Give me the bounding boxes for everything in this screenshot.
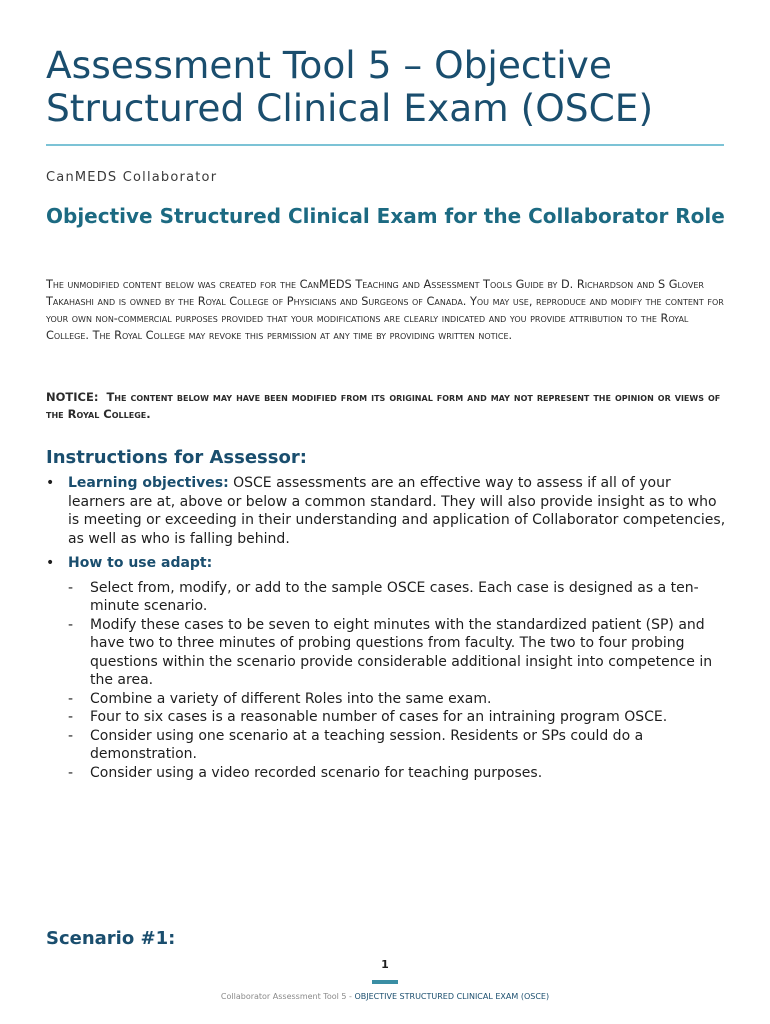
sub-list-item-text: Consider using a video recorded scenario for teaching purposes. (90, 764, 543, 781)
sub-list-item-text: Four to six cases is a reasonable number of cases for an intraining program OSCE. (90, 709, 668, 725)
footer-doc-title: OBJECTIVE STRUCTURED CLINICAL EXAM (OSCE) (354, 992, 550, 1001)
sub-list-item (46, 764, 726, 783)
sub-list-item (46, 616, 726, 690)
sub-list-item-text: Combine a variety of different Roles into the same exam. (90, 690, 492, 707)
footer-doc-name: Collaborator Assessment Tool 5 - (220, 992, 355, 1001)
page-number-bar (372, 980, 398, 984)
document-title: Assessment Tool 5 – Objective Structured Clinical Exam (OSCE) (46, 43, 654, 130)
list-item-learning-objectives (46, 474, 726, 548)
bullet-icon: • (46, 475, 55, 491)
instructions-list (46, 474, 726, 782)
dash-icon: - (68, 579, 74, 596)
notice-text: The content below may have been modified from its original form and may not represent the opinion or views of the Royal College. (46, 390, 721, 421)
sub-list-item (46, 579, 726, 616)
copyright-notice: The unmodified content below was created for the CanMEDS Teaching and Assessment Tools Guide by D. Richardson and S Glover Takahashi and is owned by the Royal College of Physicians and Surgeons of Canada. You may use, reproduce and modify the content for your own non-commercial purposes provided that your modifications are clearly indicated and you provide attribution to the Royal College. The Royal College may revoke this permission at any time by providing written notice. (46, 278, 724, 342)
page-number: 1 (381, 958, 389, 971)
sub-list-item (46, 690, 726, 709)
list-item-how-to-use (46, 554, 726, 573)
how-to-use-label: How to use adapt: (68, 555, 213, 571)
title-underline (46, 144, 724, 146)
scenario-heading: Scenario #1: (46, 928, 176, 949)
sub-list-item-text: Consider using one scenario at a teaching session. Residents or SPs could do a demonstration. (90, 727, 644, 762)
modification-notice (46, 389, 726, 423)
sub-list-item (46, 727, 726, 764)
sub-list-item-text: Modify these cases to be seven to eight minutes with the standardized patient (SP) and have two to three minutes of probing questions from faculty. The two to four probing questions within the scenario provide considerable additional insight into competence in the area. (90, 616, 713, 688)
notice-label: NOTICE: (46, 390, 99, 404)
learning-objectives-text: OSCE assessments are an effective way to assess if all of your learners are at, above or below a common standard. They will also provide insight as to who is meeting or exceeding in their understanding and application of Collaborator competencies, as well as who is falling behind. (68, 475, 726, 547)
page-footer (0, 992, 770, 1001)
sub-list-item-text: Select from, modify, or add to the sample OSCE cases. Each case is designed as a ten-minute scenario. (90, 579, 699, 614)
dash-icon: - (68, 764, 74, 781)
bullet-icon: • (46, 555, 55, 571)
learning-objectives-label: Learning objectives: (68, 475, 229, 491)
instructions-heading: Instructions for Assessor: (46, 447, 307, 468)
dash-icon: - (68, 727, 74, 744)
dash-icon: - (68, 709, 74, 725)
dash-icon: - (68, 690, 74, 707)
section-heading: Objective Structured Clinical Exam for the Collaborator Role (46, 204, 725, 228)
sub-list-item (46, 708, 726, 727)
how-to-use-sublist (46, 579, 726, 783)
dash-icon: - (68, 616, 74, 633)
document-subtitle: CanMEDS Collaborator (46, 170, 218, 185)
